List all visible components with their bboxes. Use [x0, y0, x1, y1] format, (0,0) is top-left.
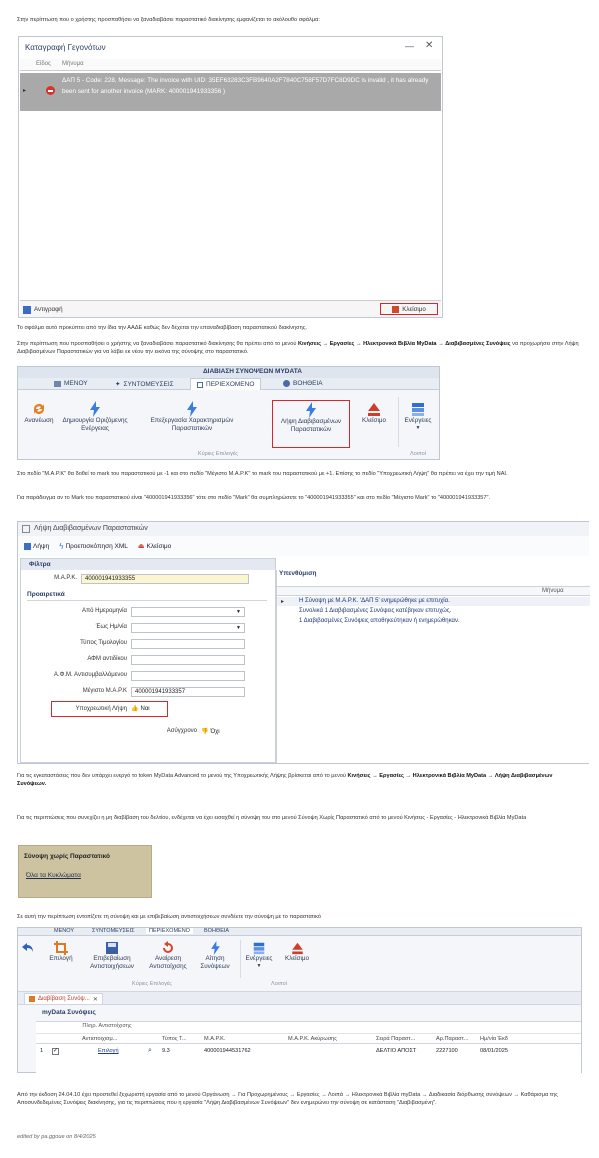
back-button[interactable] [20, 941, 36, 955]
message-row[interactable]: 1 Διαβιβασμένες Συνόψεις αποθηκεύτηκαν ή ενημερώθηκαν. [299, 618, 460, 624]
ribbon1-tabs [18, 378, 439, 390]
msg-col-label[interactable]: Μήνυμα [542, 588, 564, 594]
preview-xml-label: Προεπισκόπηση XML [65, 542, 128, 550]
search-icon[interactable]: ⌕ [148, 1047, 152, 1054]
preview-xml-button[interactable] [59, 542, 128, 551]
tab-help-label: ΒΟΗΘΕΙΑ [293, 380, 323, 387]
minimize-icon[interactable]: — [405, 41, 414, 51]
summaries-grid [36, 1021, 581, 1073]
chevron-down-icon: ▼ [415, 424, 421, 431]
invoice-type-field[interactable] [131, 639, 245, 649]
async-label: Ασύγχρονο [166, 728, 197, 734]
thumbs-down-icon: 👎 [201, 729, 209, 735]
match-note: Σε αυτή την περίπτωση εντοπίζετε τη σύνοψη και με επιβεβαίωση αντιστοιχήσεων συνδέετε την σύνοψη με το παραστατικό [17, 914, 321, 920]
actions-dropdown[interactable] [400, 401, 436, 432]
group-main-label: Κύριες Επιλογές [198, 451, 238, 457]
chevron-down-icon: ▼ [236, 625, 241, 631]
bolt-icon: ϟ [59, 541, 64, 551]
tab-content[interactable] [146, 928, 193, 934]
fetch-sent-docs-label: Λήψη Διαβιβασμένων Παραστατικών [280, 418, 342, 433]
vat-counter-label: Α.Φ.Μ. Αντισυμβαλλόμενου [53, 672, 127, 678]
mandatory-label: Υποχρεωτική Λήψη [75, 706, 127, 712]
to-date-field[interactable] [131, 623, 245, 633]
fetch-tool-label: Λήψη [33, 542, 50, 550]
vat-party-label: ΑΦΜ αντιδίκου [87, 656, 127, 662]
row-select-link[interactable]: Επιλογή [98, 1048, 119, 1054]
tab-shortcuts[interactable] [92, 928, 135, 934]
group-header: Πληρ. Αντιστοίχισης [82, 1023, 132, 1029]
tab-menu[interactable] [54, 380, 88, 387]
summary-note: Για τις περιπτώσεις που συνεχίζει η μη διαβίβαση του δελτίου, ενδέχεται να έχει εισαχθεί η σύνοψη του στο μενού Σύνοψη Χωρίς Παραστατικό από το μενού Κινήσεις - Εργασίες - Ηλεκτρονικά Βιβλία MyData [17, 815, 527, 821]
row-arrow-icon: ▸ [23, 88, 27, 94]
col-message[interactable]: Μήνυμα [62, 61, 84, 67]
close-door-icon [392, 306, 399, 313]
tab-help[interactable] [204, 928, 229, 934]
error-explanation: Το σφάλμα αυτό προκύπτει από την ίδια την ΑΑΔΕ καθώς δεν δέχεται την επαναδιαβίβαση παραστατικού διακίνησης. [17, 325, 307, 331]
request-summaries-button[interactable] [194, 941, 236, 970]
reminder-panel [276, 570, 589, 763]
row-arrow-icon: ▸ [281, 599, 285, 605]
ribbon2-actions-dropdown[interactable] [242, 941, 276, 970]
row-date: 08/01/2025 [480, 1048, 508, 1054]
ribbon-window-2 [17, 927, 582, 1073]
summary-without-doc-box [18, 845, 152, 898]
thumbs-up-icon: 👍 [131, 706, 139, 712]
all-circuits-link[interactable]: Όλα τα Κυκλώματα [26, 872, 81, 879]
create-action-button[interactable] [62, 401, 128, 432]
filters-panel [20, 558, 276, 763]
tab-shortcuts-label: ΣΥΝΤΟΜΕΥΣΕΙΣ [123, 380, 174, 388]
ribbon2-close-label: Κλείσιμο [285, 955, 309, 962]
process-marks-label: Επεξεργασία Χαρακτηρισμών Παραστατικών [150, 417, 234, 432]
stack-icon [252, 941, 266, 955]
mark-label: Μ.Α.Ρ.Κ. [54, 575, 77, 581]
col-match[interactable]: Αντιστοιχισμ... [82, 1036, 118, 1042]
messages-column-header [277, 586, 590, 596]
content-icon [197, 382, 203, 388]
event-message: ΔΑΠ 5 - Code: 228, Message: The invoice with UID: 35EF63283C3FB9640A2F7840C758F57D7FC8D9DC is invalid , it has already been sent for another invoice (MARK: 400001941933356 ) [62, 77, 429, 95]
ribbon1-close-button[interactable] [354, 401, 394, 425]
eject-icon [291, 941, 304, 955]
col-type[interactable]: Τύπος Τ... [162, 1036, 187, 1042]
tab-content[interactable] [190, 378, 261, 390]
vat-counter-field[interactable] [131, 671, 245, 681]
vat-party-field[interactable] [131, 655, 245, 665]
ribbon1-title: ΔΙΑΒΙΑΣΗ ΣΥΝΟΨΕΩΝ MYDATA [203, 368, 302, 375]
fetch-titlebar [18, 522, 589, 536]
grid-header-row [36, 1033, 581, 1044]
filters-header: Φίλτρα [21, 559, 275, 570]
intro-paragraph: Στην περίπτωση που ο χρήστης προσπαθήσει να ξαναδιαβάσει παραστατικό διακίνησης εμφανίζεται το ακόλουθο σφάλμα: [17, 17, 320, 23]
token-note [17, 773, 582, 788]
async-value: Όχι [210, 728, 220, 735]
undo-match-label: Αναίρεση Αντιστοίχισης [149, 955, 187, 970]
mandatory-toggle[interactable] [131, 705, 150, 712]
tab-content-label: ΠΕΡΙΕΧΟΜΕΝΟ [149, 928, 190, 934]
optional-rule [27, 600, 267, 601]
event-row[interactable] [20, 73, 441, 111]
doc-tab-icon [29, 996, 35, 1002]
doc-tab-strip [18, 991, 581, 1005]
mark-instructions: Στο πεδίο "Μ.Α.Ρ.Κ" θα δοθεί το mark του παραστατικού με -1 και στο πεδίο "Μέγιστο Μ.Α.Ρ.Κ" το mark του παραστατικού με +1. Επίσης το πεδίο "Υποχρεωτική Λήψη" θα πρέπει να έχει την τιμή ΝΑΙ. [17, 471, 508, 477]
p6-text: Για τις εγκαταστάσεις που δεν υπάρχει ενεργό το token MyData Advanced το μενού της Υποχρεωτικής Λήψης βρίσκεται από το μενού [17, 773, 348, 779]
ribbon2-divider [240, 940, 241, 978]
back-arrow-icon [21, 941, 35, 955]
fetch-window [17, 521, 589, 764]
from-date-field[interactable] [131, 607, 245, 617]
pin-icon: ✦ [115, 381, 121, 388]
copy-button[interactable] [23, 304, 63, 315]
event-log-title: Καταγραφή Γεγονότων [25, 43, 106, 52]
ribbon1-divider [398, 397, 399, 447]
max-mark-input[interactable]: 400001941933357 [131, 687, 245, 697]
save-icon [105, 941, 119, 955]
chevron-down-icon: ▼ [236, 609, 241, 615]
event-grid-header [20, 59, 441, 71]
tab-menu-label: ΜΕΝΟΥ [54, 928, 74, 934]
max-mark-label: Μέγιστο Μ.Α.Ρ.Κ [82, 688, 127, 694]
ribbon2-actions-label: Ενέργειες [245, 955, 273, 962]
mark-input[interactable]: 400001941933355 [81, 574, 249, 584]
stack-icon [410, 401, 426, 417]
bolt-icon [210, 941, 221, 955]
instructions-paragraph [17, 341, 582, 356]
doc-tab[interactable] [24, 993, 103, 1005]
messages-list [277, 597, 590, 637]
p3-text-a: Στην περίπτωση που προσπαθήσει ο χρήστης να ξαναδιαβάσει παραστατικό διακίνησης θα πρέπει από το μενού [17, 341, 298, 347]
tab-shortcuts-label: ΣΥΝΤΟΜΕΥΣΕΙΣ [92, 928, 135, 934]
window-icon [22, 525, 30, 533]
select-button[interactable] [46, 941, 76, 963]
menu-icon [54, 381, 61, 387]
actions-label: Ενέργειες [404, 417, 432, 424]
invoice-type-label: Τύπος Τιμολογίου [80, 640, 127, 646]
copy-label: Αντιγραφή [34, 306, 63, 313]
tab-menu-label: ΜΕΝΟΥ [64, 380, 88, 387]
reminder-header: Υπενθύμιση [279, 570, 317, 577]
copy-icon [23, 306, 31, 314]
undo-match-button[interactable] [144, 941, 192, 970]
row-type: 9.3 [162, 1048, 170, 1054]
fetch-close-label: Κλείσιμο [146, 542, 172, 550]
ribbon2-close-button[interactable] [280, 941, 314, 963]
p6-menu-path: Κινήσεις → Εργασίες → Ηλεκτρονικά Βιβλία MyData → Λήψη Διαβιβασμένων Συνόψεων. [17, 773, 553, 787]
p3-menu-path: Κινήσεις → Εργασίες → Ηλεκτρονικά Βιβλία MyData → Διαβιβασμένες Συνόψεις [297, 341, 511, 347]
event-log-window [18, 36, 443, 318]
ribbon2-group-other: Λοιποί [271, 981, 287, 987]
async-toggle[interactable] [201, 728, 220, 735]
version-note: Από την έκδοση 24.04.10 έχει προστεθεί ξεχωριστή εργασία από το μενού Οργάνωση → Για Προχωρημένους → Εργασίες → Λοιπά → Ηλεκτρονικά Βιβλία myData → Διαδικασία διόρθωσης συνόψεων → Καθάρισμα της Αποσυνδεδεμένες Συνόψεις διακίνησης, για τις περιπτώσεις που η εργασία "Λήψη Διαβιβασμένων Συνόψεων" δεν ενημερώνει την σύνοψη σε κατάσταση "Διαβιβασμένη". [17, 1092, 558, 1106]
close-label: Κλείσιμο [402, 305, 426, 313]
tab-menu[interactable] [54, 928, 74, 934]
refresh-button[interactable] [20, 401, 58, 425]
bolt-icon [186, 401, 198, 417]
eject-icon: ⏏ [137, 543, 145, 550]
confirm-matches-label: Επιβεβαίωση Αντιστοιχήσεων [90, 955, 134, 970]
event-footer [20, 300, 441, 317]
chevron-down-icon: ▼ [256, 962, 262, 969]
crop-icon [54, 941, 68, 955]
mandatory-value: Ναι [140, 705, 150, 712]
fetch-title: Λήψη Διαβιβασμένων Παραστατικών [34, 525, 148, 532]
mark-example: Για παράδειγμα αν το Mark του παραστατικού είναι "400001941933356" τότε στο πεδίο "Mark" θα συμπληρώσετε το "400001941933355" και στο πεδίο "Μέγιστο Mark" το "400001941933357". [17, 495, 491, 501]
eject-icon [367, 401, 381, 417]
tab-shortcuts[interactable] [115, 380, 174, 388]
ribbon-window-1 [17, 366, 440, 460]
col-date[interactable]: Ημ/νία Έκδ [480, 1036, 508, 1042]
fetch-sent-docs-button[interactable] [272, 400, 350, 448]
summary-box-title: Σύνοψη χωρίς Παραστατικό [24, 853, 111, 860]
process-marks-button[interactable] [146, 401, 238, 432]
confirm-matches-button[interactable] [84, 941, 140, 970]
col-mark[interactable]: Μ.Α.Ρ.Κ. [204, 1036, 226, 1042]
tab-help[interactable] [283, 380, 323, 387]
to-date-label: Έως Ημ/νία [95, 624, 127, 630]
row-series: ΔΕΛΤΙΟ ΑΠΟΣΤ [376, 1048, 417, 1054]
grid-title: myData Συνόψεις [42, 1009, 96, 1016]
edited-footer: edited by pa.ggoue on 8/4/2025 [17, 1134, 96, 1140]
close-button[interactable] [380, 303, 438, 315]
doc-tab-label: Διαβίβαση Συνόψ... [38, 996, 90, 1002]
help-icon [283, 380, 290, 387]
message-row[interactable]: Συνολικά 1 Διαβιβασμένες Συνόψεις κατέβηκαν επιτυχώς. [299, 608, 452, 614]
bolt-icon [89, 401, 101, 417]
error-icon [46, 86, 55, 95]
group-other-label: Λοιποί [410, 451, 426, 457]
tab-content-label: ΠΕΡΙΕΧΟΜΕΝΟ [206, 381, 255, 388]
fetch-toolbar [18, 536, 589, 556]
p3-text-c: να προχωρήσει στην Λήψη Διαβιβασμένων Παραστατικών για να λάβει εκ νέου την εικόνα της σύνοψης στο παραστατικό. [17, 341, 579, 355]
select-label: Επιλογή [49, 955, 73, 962]
fetch-close-button[interactable] [138, 542, 171, 550]
fetch-tool-button[interactable] [24, 543, 49, 550]
col-type[interactable]: Είδος [36, 61, 51, 67]
ribbon2-tabs [18, 928, 581, 936]
create-action-label: Δημιουργία Οριζόμενης Ενέργειας [62, 417, 128, 432]
row-checkbox[interactable]: ✓ [53, 1048, 59, 1054]
refresh-label: Ανανέωση [24, 417, 54, 424]
ribbon1-close-label: Κλείσιμο [362, 417, 386, 424]
download-icon [24, 543, 31, 550]
from-date-label: Από Ημερομηνία [82, 608, 127, 614]
col-cancel-mark[interactable]: Μ.Α.Ρ.Κ. Ακύρωσης [288, 1036, 337, 1042]
tab-help-label: ΒΟΗΘΕΙΑ [204, 928, 230, 934]
row-mark: 400001944531762 [204, 1048, 251, 1054]
bolt-icon [305, 402, 317, 418]
row-number: 1 [40, 1048, 44, 1054]
undo-icon [161, 941, 175, 955]
table-row[interactable] [36, 1046, 581, 1057]
request-summaries-label: Αίτηση Συνόψεων [200, 955, 230, 970]
optional-header: Προαιρετικά [27, 591, 65, 598]
row-doc-no: 2227100 [436, 1048, 458, 1054]
close-icon[interactable]: ✕ [92, 996, 98, 1003]
ribbon2-group-main: Κύριες Επιλογές [132, 981, 172, 987]
col-doc-no[interactable]: Αρ.Παραστ... [436, 1036, 469, 1042]
close-icon[interactable]: ✕ [425, 40, 434, 51]
refresh-icon [31, 401, 47, 417]
col-series[interactable]: Σειρά Παραστ... [376, 1036, 416, 1042]
message-row[interactable]: Η Σύνοψη με Μ.Α.Ρ.Κ. 'ΔΑΠ 5' ενημερώθηκε με επιτυχία. [277, 597, 590, 606]
ribbon1-titlebar [18, 367, 439, 378]
